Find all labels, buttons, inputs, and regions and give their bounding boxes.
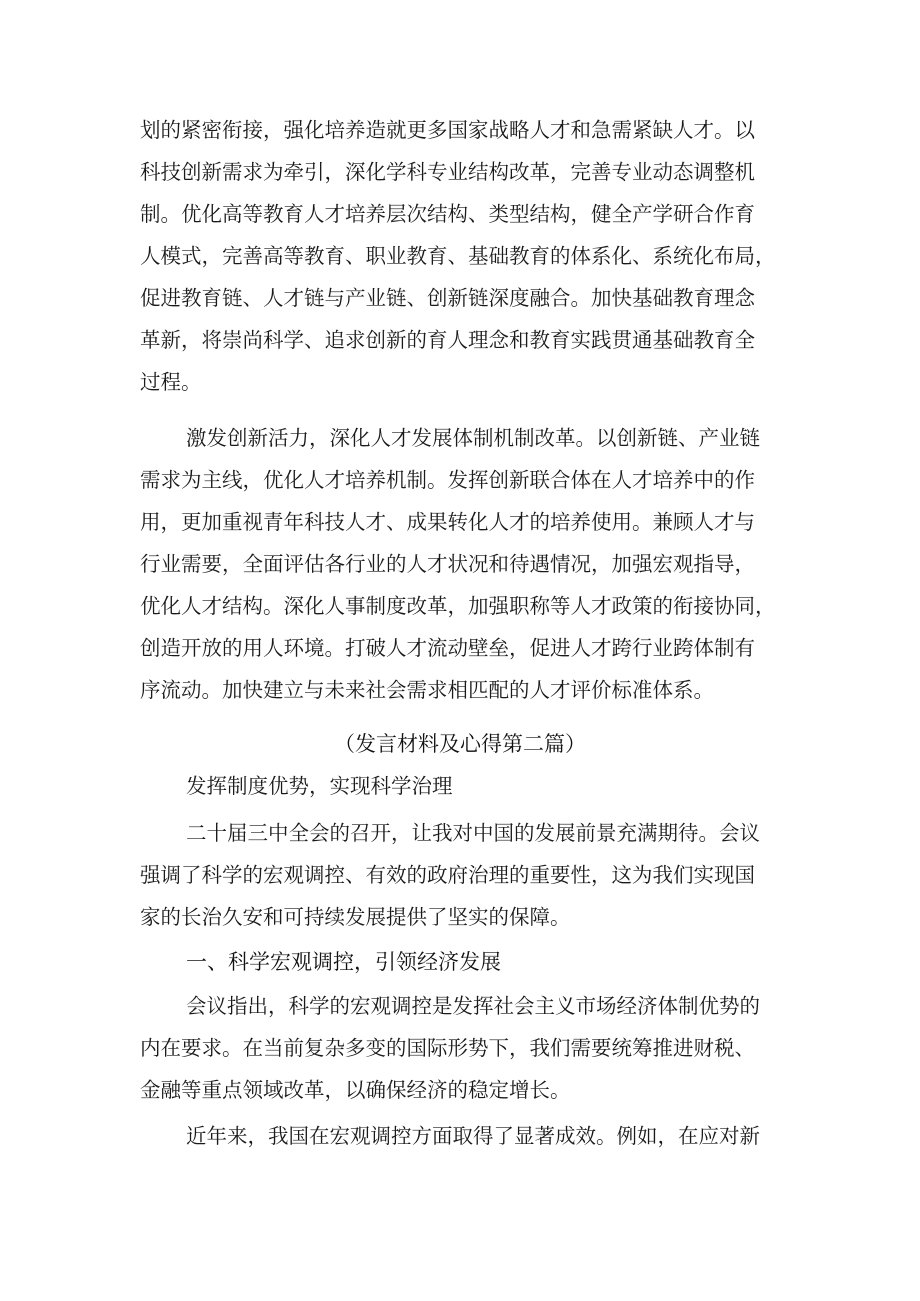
paragraph-line: 用，更加重视青年科技人才、成果转化人才的培养使用。兼顾人才与 <box>140 510 755 534</box>
paragraph-line: 行业需要，全面评估各行业的人才状况和待遇情况，加强宏观指导， <box>140 552 755 576</box>
paragraph-line: 优化人才结构。深化人事制度改革，加强职称等人才政策的衔接协同， <box>140 594 776 618</box>
paragraph-line: 序流动。加快建立与未来社会需求相匹配的人才评价标准体系。 <box>140 678 714 702</box>
paragraph-line: 二十届三中全会的召开，让我对中国的发展前景充满期待。会议 <box>186 821 760 845</box>
paragraph-line: 革新，将崇尚科学、追求创新的育人理念和教育实践贯通基础教育全 <box>140 328 755 352</box>
paragraph-line: 家的长治久安和可持续发展提供了坚实的保障。 <box>140 905 571 929</box>
paragraph-line: 制。优化高等教育人才培养层次结构、类型结构，健全产学研合作育 <box>140 202 755 226</box>
paragraph-line: 近年来，我国在宏观调控方面取得了显著成效。例如，在应对新 <box>186 1124 760 1148</box>
paragraph-line: 激发创新活力，深化人才发展体制机制改革。以创新链、产业链 <box>186 426 760 450</box>
section-title: （发言材料及心得第二篇） <box>334 732 586 756</box>
paragraph-line: 需求为主线，优化人才培养机制。发挥创新联合体在人才培养中的作 <box>140 468 755 492</box>
paragraph-line: 促进教育链、人才链与产业链、创新链深度融合。加快基础教育理念 <box>140 286 755 310</box>
paragraph-line: 过程。 <box>140 370 202 394</box>
paragraph-line: 划的紧密衔接，强化培养造就更多国家战略人才和急需紧缺人才。以 <box>140 118 755 142</box>
paragraph-line: 强调了科学的宏观调控、有效的政府治理的重要性，这为我们实现国 <box>140 863 755 887</box>
paragraph-line: 内在要求。在当前复杂多变的国际形势下，我们需要统筹推进财税、 <box>140 1036 755 1060</box>
paragraph-line: 金融等重点领域改革，以确保经济的稳定增长。 <box>140 1078 571 1102</box>
section-heading: 一、科学宏观调控，引领经济发展 <box>186 950 501 974</box>
paragraph-line: 人模式，完善高等教育、职业教育、基础教育的体系化、系统化布局， <box>140 244 776 268</box>
subtitle: 发挥制度优势，实现科学治理 <box>186 774 453 798</box>
paragraph-line: 会议指出，科学的宏观调控是发挥社会主义市场经济体制优势的 <box>186 994 760 1018</box>
paragraph-line: 创造开放的用人环境。打破人才流动壁垒，促进人才跨行业跨体制有 <box>140 636 755 660</box>
paragraph-line: 科技创新需求为牵引，深化学科专业结构改革，完善专业动态调整机 <box>140 160 755 184</box>
